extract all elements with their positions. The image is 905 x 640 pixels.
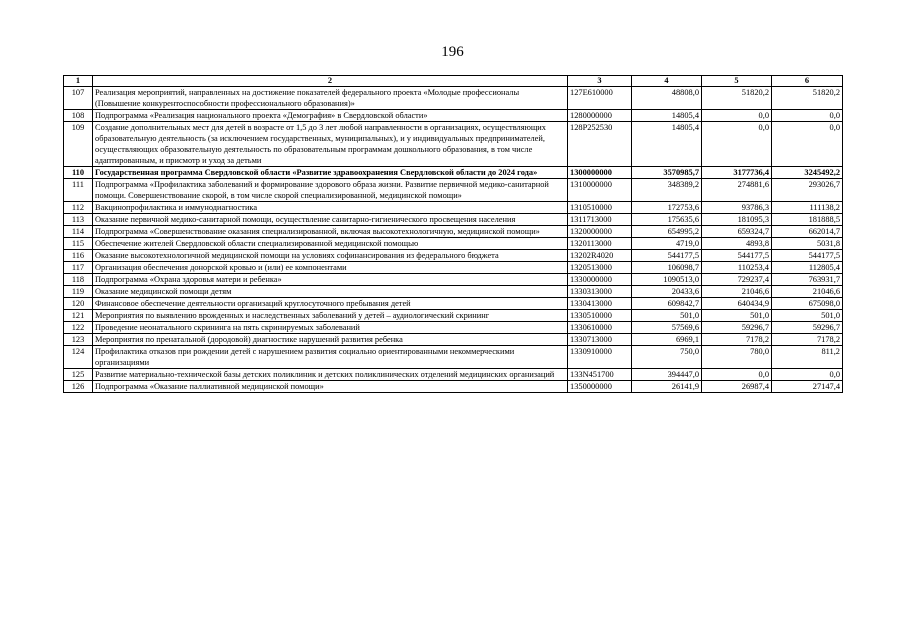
amount-col4-cell: 394447,0 <box>632 369 702 381</box>
row-number-cell: 114 <box>64 226 93 238</box>
amount-col6-cell: 5031,8 <box>772 238 843 250</box>
table-row <box>64 214 843 226</box>
table-row <box>64 226 843 238</box>
item-name-cell: Проведение неонатального скрининга на пять скринируемых заболеваний <box>93 322 568 334</box>
amount-col4-cell: 4719,0 <box>632 238 702 250</box>
amount-col4-cell: 14805,4 <box>632 110 702 122</box>
amount-col4-cell: 26141,9 <box>632 381 702 393</box>
budget-code-cell: 1330413000 <box>568 298 632 310</box>
budget-code-cell: 1350000000 <box>568 381 632 393</box>
amount-col6-cell: 0,0 <box>772 110 843 122</box>
amount-col5-cell: 181095,3 <box>702 214 772 226</box>
budget-code-cell: 1330910000 <box>568 346 632 369</box>
amount-col5-cell: 640434,9 <box>702 298 772 310</box>
amount-col6-cell: 51820,2 <box>772 87 843 110</box>
amount-col6-cell: 0,0 <box>772 122 843 167</box>
budget-table <box>63 75 843 393</box>
item-name-cell: Мероприятия по выявлению врожденных и наследственных заболеваний у детей – аудиологический скрининг <box>93 310 568 322</box>
item-name-cell: Оказание медицинской помощи детям <box>93 286 568 298</box>
amount-col5-cell: 7178,2 <box>702 334 772 346</box>
amount-col4-cell: 106098,7 <box>632 262 702 274</box>
amount-col5-cell: 544177,5 <box>702 250 772 262</box>
budget-code-cell: 1330610000 <box>568 322 632 334</box>
table-row <box>64 322 843 334</box>
item-name-cell: Государственная программа Свердловской области «Развитие здравоохранения Свердловской области до 2024 года» <box>93 167 568 179</box>
amount-col5-cell: 0,0 <box>702 369 772 381</box>
row-number-cell: 121 <box>64 310 93 322</box>
amount-col5-cell: 26987,4 <box>702 381 772 393</box>
amount-col6-cell: 675098,0 <box>772 298 843 310</box>
amount-col4-cell: 20433,6 <box>632 286 702 298</box>
budget-code-cell: 1300000000 <box>568 167 632 179</box>
amount-col6-cell: 501,0 <box>772 310 843 322</box>
amount-col5-cell: 93786,3 <box>702 202 772 214</box>
amount-col4-cell: 6969,1 <box>632 334 702 346</box>
budget-code-cell: 1330713000 <box>568 334 632 346</box>
amount-col5-cell: 501,0 <box>702 310 772 322</box>
amount-col4-cell: 750,0 <box>632 346 702 369</box>
amount-col5-cell: 780,0 <box>702 346 772 369</box>
amount-col4-cell: 348389,2 <box>632 179 702 202</box>
amount-col5-cell: 274881,6 <box>702 179 772 202</box>
amount-col6-cell: 59296,7 <box>772 322 843 334</box>
row-number-cell: 115 <box>64 238 93 250</box>
column-header: 5 <box>702 76 772 87</box>
row-number-cell: 122 <box>64 322 93 334</box>
row-number-cell: 107 <box>64 87 93 110</box>
table-row <box>64 346 843 369</box>
table-row <box>64 110 843 122</box>
item-name-cell: Подпрограмма «Охрана здоровья матери и ребенка» <box>93 274 568 286</box>
amount-col5-cell: 0,0 <box>702 110 772 122</box>
row-number-cell: 125 <box>64 369 93 381</box>
item-name-cell: Создание дополнительных мест для детей в возрасте от 1,5 до 3 лет любой направленности в организациях, осуществляющих образовательную деятельность (за исключением государственных, муниципальных), и у индивидуальных предпринимателей, осуществляющих образовательную деятельность по образовательным программам дошкольного образования, в том числе адаптированным, и присмотр и уход за детьми <box>93 122 568 167</box>
table-row <box>64 262 843 274</box>
amount-col5-cell: 21046,6 <box>702 286 772 298</box>
row-number-cell: 116 <box>64 250 93 262</box>
table-row <box>64 238 843 250</box>
amount-col6-cell: 544177,5 <box>772 250 843 262</box>
row-number-cell: 112 <box>64 202 93 214</box>
budget-code-cell: 1320513000 <box>568 262 632 274</box>
table-row <box>64 310 843 322</box>
budget-code-cell: 1330000000 <box>568 274 632 286</box>
amount-col6-cell: 21046,6 <box>772 286 843 298</box>
table-row <box>64 250 843 262</box>
table-row <box>64 167 843 179</box>
column-header: 1 <box>64 76 93 87</box>
table-row <box>64 274 843 286</box>
table-row <box>64 286 843 298</box>
budget-code-cell: 128P252530 <box>568 122 632 167</box>
amount-col4-cell: 609842,7 <box>632 298 702 310</box>
amount-col4-cell: 501,0 <box>632 310 702 322</box>
amount-col4-cell: 654995,2 <box>632 226 702 238</box>
amount-col6-cell: 112805,4 <box>772 262 843 274</box>
column-header: 4 <box>632 76 702 87</box>
amount-col6-cell: 3245492,2 <box>772 167 843 179</box>
amount-col6-cell: 293026,7 <box>772 179 843 202</box>
row-number-cell: 109 <box>64 122 93 167</box>
amount-col6-cell: 662014,7 <box>772 226 843 238</box>
amount-col4-cell: 14805,4 <box>632 122 702 167</box>
amount-col4-cell: 57569,6 <box>632 322 702 334</box>
row-number-cell: 124 <box>64 346 93 369</box>
amount-col5-cell: 110253,4 <box>702 262 772 274</box>
column-header: 3 <box>568 76 632 87</box>
item-name-cell: Финансовое обеспечение деятельности организаций круглосуточного пребывания детей <box>93 298 568 310</box>
item-name-cell: Оказание высокотехнологичной медицинской помощи на условиях софинансирования из федерального бюджета <box>93 250 568 262</box>
table-row <box>64 179 843 202</box>
item-name-cell: Обеспечение жителей Свердловской области специализированной медицинской помощью <box>93 238 568 250</box>
row-number-cell: 113 <box>64 214 93 226</box>
amount-col5-cell: 3177736,4 <box>702 167 772 179</box>
item-name-cell: Профилактика отказов при рождении детей с нарушением развития социально ориентированными некоммерческими организациями <box>93 346 568 369</box>
amount-col4-cell: 1090513,0 <box>632 274 702 286</box>
item-name-cell: Реализация мероприятий, направленных на достижение показателей федерального проекта «Молодые профессионалы (Повышение конкурентоспособности профессионального образования)» <box>93 87 568 110</box>
item-name-cell: Вакцинопрофилактика и иммунодиагностика <box>93 202 568 214</box>
budget-code-cell: 1311713000 <box>568 214 632 226</box>
table-row <box>64 87 843 110</box>
budget-code-cell: 1320000000 <box>568 226 632 238</box>
item-name-cell: Оказание первичной медико-санитарной помощи, осуществление санитарно-гигиенического просвещения населения <box>93 214 568 226</box>
column-header: 6 <box>772 76 843 87</box>
row-number-cell: 117 <box>64 262 93 274</box>
item-name-cell: Подпрограмма «Совершенствование оказания специализированной, включая высокотехнологичную, медицинской помощи» <box>93 226 568 238</box>
budget-code-cell: 13202R4020 <box>568 250 632 262</box>
amount-col5-cell: 51820,2 <box>702 87 772 110</box>
amount-col6-cell: 181888,5 <box>772 214 843 226</box>
amount-col4-cell: 544177,5 <box>632 250 702 262</box>
item-name-cell: Подпрограмма «Оказание паллиативной медицинской помощи» <box>93 381 568 393</box>
row-number-cell: 118 <box>64 274 93 286</box>
amount-col5-cell: 59296,7 <box>702 322 772 334</box>
table-row <box>64 298 843 310</box>
row-number-cell: 119 <box>64 286 93 298</box>
budget-code-cell: 1330313000 <box>568 286 632 298</box>
row-number-cell: 126 <box>64 381 93 393</box>
budget-code-cell: 127E610000 <box>568 87 632 110</box>
amount-col5-cell: 0,0 <box>702 122 772 167</box>
row-number-cell: 110 <box>64 167 93 179</box>
amount-col4-cell: 172753,6 <box>632 202 702 214</box>
budget-code-cell: 1280000000 <box>568 110 632 122</box>
table-row <box>64 369 843 381</box>
amount-col6-cell: 7178,2 <box>772 334 843 346</box>
column-header: 2 <box>93 76 568 87</box>
amount-col6-cell: 0,0 <box>772 369 843 381</box>
table-row <box>64 381 843 393</box>
amount-col4-cell: 175635,6 <box>632 214 702 226</box>
budget-code-cell: 1330510000 <box>568 310 632 322</box>
budget-code-cell: 1310000000 <box>568 179 632 202</box>
amount-col5-cell: 4893,8 <box>702 238 772 250</box>
amount-col6-cell: 763931,7 <box>772 274 843 286</box>
table-row <box>64 334 843 346</box>
table-row <box>64 202 843 214</box>
item-name-cell: Мероприятия по пренатальной (дородовой) диагностике нарушений развития ребенка <box>93 334 568 346</box>
table-header-row <box>64 76 843 87</box>
amount-col6-cell: 811,2 <box>772 346 843 369</box>
amount-col6-cell: 27147,4 <box>772 381 843 393</box>
budget-code-cell: 1320113000 <box>568 238 632 250</box>
amount-col6-cell: 111138,2 <box>772 202 843 214</box>
item-name-cell: Подпрограмма «Профилактика заболеваний и формирование здорового образа жизни. Развитие первичной медико-санитарной помощи. Совершенствование скорой, в том числе скорой специализированной, медицинской помощи» <box>93 179 568 202</box>
item-name-cell: Развитие материально-технической базы детских поликлиник и детских поликлинических отделений медицинских организаций <box>93 369 568 381</box>
amount-col5-cell: 729237,4 <box>702 274 772 286</box>
amount-col5-cell: 659324,7 <box>702 226 772 238</box>
amount-col4-cell: 3570985,7 <box>632 167 702 179</box>
budget-code-cell: 1310510000 <box>568 202 632 214</box>
table-row <box>64 122 843 167</box>
row-number-cell: 120 <box>64 298 93 310</box>
row-number-cell: 108 <box>64 110 93 122</box>
budget-code-cell: 133N451700 <box>568 369 632 381</box>
row-number-cell: 111 <box>64 179 93 202</box>
page-number: 196 <box>441 44 464 60</box>
table-body <box>64 87 843 393</box>
item-name-cell: Организация обеспечения донорской кровью и (или) ее компонентами <box>93 262 568 274</box>
item-name-cell: Подпрограмма «Реализация национального проекта «Демография» в Свердловской области» <box>93 110 568 122</box>
row-number-cell: 123 <box>64 334 93 346</box>
amount-col4-cell: 48808,0 <box>632 87 702 110</box>
